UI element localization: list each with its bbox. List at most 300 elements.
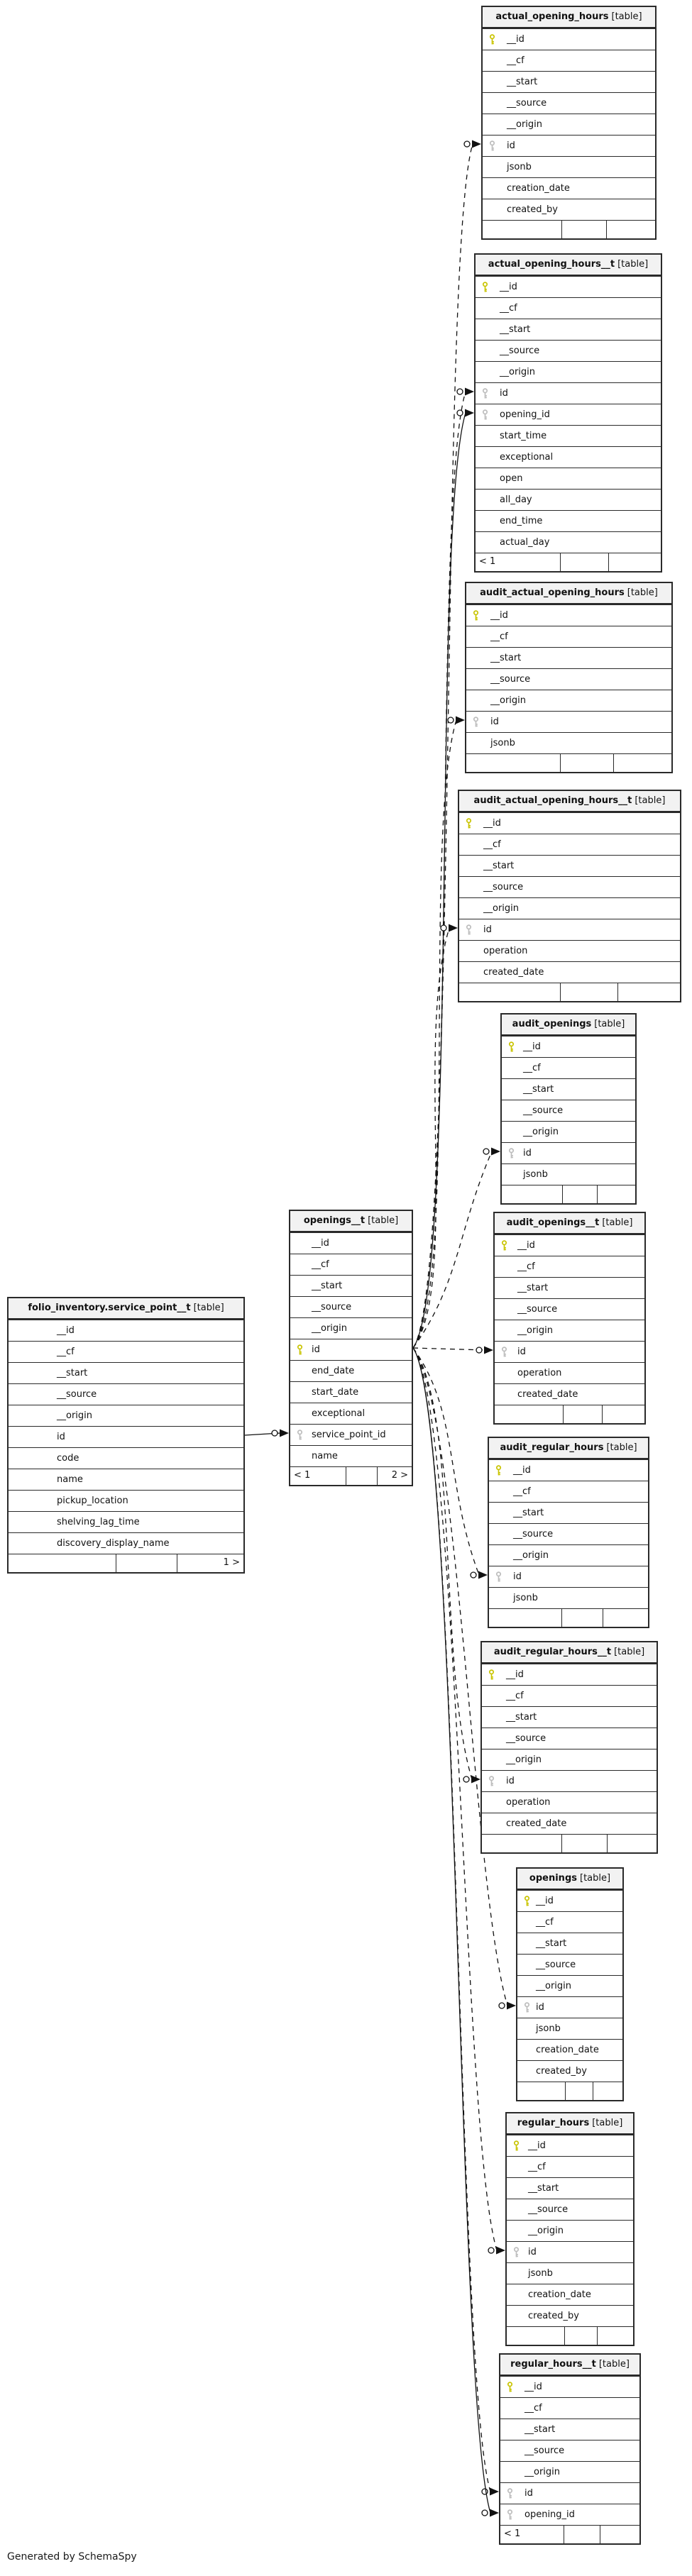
table-entity-folio_inventory.service_point__t: [7, 1297, 245, 1574]
column-row-id: [502, 1142, 635, 1163]
column-row-all_day: [476, 489, 661, 510]
column-name: start_time: [500, 431, 547, 441]
column-name: jsonb: [513, 1593, 538, 1603]
crow-foot-arrow: [465, 388, 474, 396]
footer-cell-left: [482, 1835, 562, 1852]
column-name: __id: [523, 1041, 541, 1052]
table-footer-paging: [500, 2525, 639, 2543]
column-name: __id: [490, 610, 508, 621]
crow-foot-arrow: [456, 717, 465, 724]
column-row-__id: [507, 2135, 633, 2156]
table-type-tag: [table]: [594, 1019, 625, 1029]
footer-cell-mid: [561, 553, 609, 571]
table-type-tag: [table]: [614, 1647, 645, 1657]
column-name: created_by: [528, 2311, 579, 2321]
table-title: audit_actual_opening_hours__t: [473, 795, 632, 806]
footer-cell-mid: [563, 1185, 598, 1203]
table-type-tag: [table]: [606, 1442, 637, 1453]
column-row-__origin: [502, 1121, 635, 1142]
column-name: end_time: [500, 516, 543, 526]
crow-foot-arrow: [472, 140, 481, 148]
relationship-edge-openings__t-to-audit_openings__t-id: [413, 1347, 493, 1354]
column-row-creation_date: [517, 2039, 622, 2060]
column-name: __source: [525, 2445, 565, 2456]
column-name: __cf: [483, 839, 501, 850]
footer-cell-right: [608, 1835, 657, 1852]
column-row-name: [9, 1469, 243, 1490]
column-row-__start: [483, 71, 655, 92]
footer-cell-left: [517, 2082, 566, 2100]
column-name: __start: [506, 1712, 537, 1723]
crow-foot-arrow: [491, 1148, 500, 1156]
table-type-tag: [table]: [580, 1873, 611, 1884]
column-row-id: [495, 1341, 644, 1362]
column-name: __origin: [500, 367, 536, 377]
footer-cell-left: < 1: [476, 553, 561, 571]
column-row-__start: [482, 1706, 657, 1728]
table-type-tag: [table]: [627, 587, 658, 598]
column-row-__cf: [476, 297, 661, 319]
column-name: __cf: [525, 2403, 542, 2414]
table-entity-openings__t: [289, 1210, 413, 1486]
relationship-edge-openings__t-to-regular_hours__t-opening_id: [413, 1348, 499, 2517]
table-title: audit_actual_opening_hours: [480, 587, 625, 598]
footer-cell-left: < 1: [290, 1467, 346, 1485]
column-row-__start: [9, 1362, 243, 1383]
column-row-discovery_display_name: [9, 1532, 243, 1554]
crow-foot-arrow: [507, 2002, 516, 2010]
table-entity-audit_actual_opening_hours__t: [458, 790, 681, 1002]
foreign-key-icon: [472, 717, 480, 728]
column-row-__id: [290, 1232, 412, 1254]
column-name: id: [528, 2247, 537, 2257]
column-row-__start: [507, 2177, 633, 2199]
column-name: __source: [483, 882, 524, 892]
table-type-tag: [table]: [598, 2359, 630, 2370]
column-row-__start: [489, 1502, 648, 1523]
column-name: id: [500, 388, 508, 399]
column-name: __source: [490, 674, 531, 685]
column-name: id: [506, 1776, 515, 1786]
column-name: __id: [513, 1465, 531, 1476]
column-name: __origin: [523, 1127, 559, 1137]
column-name: __source: [517, 1304, 558, 1315]
column-name: __origin: [483, 903, 520, 914]
column-name: __cf: [523, 1063, 541, 1073]
footer-cell-left: [459, 983, 561, 1001]
column-name: __source: [57, 1389, 97, 1400]
column-name: __id: [483, 818, 501, 829]
column-name: creation_date: [507, 183, 570, 194]
column-name: __source: [513, 1529, 554, 1539]
generator-credit: Generated by SchemaSpy: [7, 2551, 137, 2563]
column-name: id: [490, 717, 499, 727]
column-row-__cf: [489, 1481, 648, 1502]
table-title: regular_hours: [517, 2118, 590, 2128]
zero-cardinality-circle: [272, 1430, 278, 1436]
foreign-key-icon: [506, 2509, 514, 2521]
zero-cardinality-circle: [482, 2510, 488, 2516]
table-type-tag: [table]: [617, 259, 649, 270]
table-type-tag: [table]: [368, 1215, 399, 1226]
column-name: operation: [517, 1368, 562, 1378]
zero-cardinality-circle: [464, 141, 470, 147]
zero-cardinality-circle: [457, 410, 463, 416]
column-row-jsonb: [466, 732, 671, 753]
column-name: id: [517, 1347, 526, 1357]
table-entity-regular_hours: [505, 2112, 635, 2346]
column-name: id: [523, 1148, 532, 1159]
table-title: actual_opening_hours__t: [488, 259, 615, 270]
crow-foot-arrow: [490, 2488, 499, 2496]
table-entity-regular_hours__t: [499, 2353, 641, 2545]
column-name: __id: [500, 282, 517, 292]
column-name: service_point_id: [312, 1430, 386, 1440]
footer-cell-mid: [562, 1835, 608, 1852]
crow-foot-arrow: [478, 1571, 488, 1579]
column-row-__origin: [9, 1405, 243, 1426]
table-footer-paging: [482, 1834, 657, 1852]
footer-cell-right: [598, 1185, 635, 1203]
table-entity-audit_openings: [500, 1013, 637, 1205]
column-name: __origin: [57, 1410, 93, 1421]
crow-foot-arrow: [484, 1347, 493, 1354]
column-row-__source: [489, 1523, 648, 1544]
relationship-edge-openings__t-to-audit_regular_hours-id: [413, 1348, 488, 1579]
primary-key-icon: [488, 34, 496, 45]
column-name: jsonb: [490, 738, 515, 748]
zero-cardinality-circle: [457, 389, 463, 394]
column-name: name: [312, 1451, 338, 1461]
column-row-__source: [466, 668, 671, 690]
column-name: discovery_display_name: [57, 1538, 170, 1549]
column-name: __source: [528, 2204, 569, 2215]
column-row-__id: [517, 1890, 622, 1911]
column-name: __cf: [517, 1261, 535, 1272]
relationship-edge-openings__t-to-regular_hours__t-id: [413, 1348, 499, 2496]
column-row-creation_date: [483, 177, 655, 199]
column-name: id: [507, 140, 515, 151]
footer-cell-right: [598, 2327, 633, 2345]
column-name: __cf: [506, 1691, 524, 1701]
column-row-operation: [482, 1791, 657, 1813]
column-name: id: [312, 1344, 320, 1355]
footer-cell-mid: [561, 983, 618, 1001]
column-row-__source: [507, 2199, 633, 2220]
table-title: audit_regular_hours: [500, 1442, 604, 1453]
column-row-__origin: [290, 1317, 412, 1339]
column-name: id: [536, 2002, 544, 2013]
column-row-actual_day: [476, 531, 661, 553]
column-name: created_date: [517, 1389, 578, 1400]
column-row-service_point_id: [290, 1424, 412, 1445]
column-row-__origin: [482, 1749, 657, 1770]
column-row-__origin: [459, 897, 680, 919]
column-name: __id: [57, 1325, 75, 1336]
column-name: jsonb: [528, 2268, 553, 2279]
column-row-shelving_lag_time: [9, 1511, 243, 1532]
primary-key-icon: [512, 2140, 520, 2152]
column-name: __start: [523, 1084, 554, 1095]
footer-cell-left: [507, 2327, 565, 2345]
footer-cell-mid: [116, 1554, 177, 1572]
column-row-start_date: [290, 1381, 412, 1403]
column-name: __id: [312, 1238, 329, 1249]
column-row-id: [489, 1566, 648, 1587]
table-header: [507, 2113, 633, 2135]
table-title: audit_openings__t: [506, 1217, 600, 1228]
column-name: actual_day: [500, 537, 550, 548]
table-header: [517, 1869, 622, 1890]
crow-foot-arrow: [280, 1430, 289, 1437]
footer-cell-left: [495, 1405, 564, 1423]
column-name: __cf: [528, 2162, 546, 2172]
column-row-created_date: [495, 1383, 644, 1405]
zero-cardinality-circle: [483, 1149, 489, 1154]
relationship-edge-openings__t-to-audit_openings-id: [413, 1148, 500, 1349]
footer-cell-mid: [346, 1467, 378, 1485]
table-footer-paging: [507, 2326, 633, 2345]
table-type-tag: [table]: [193, 1303, 224, 1313]
column-row-__cf: [9, 1341, 243, 1362]
column-row-__source: [502, 1100, 635, 1121]
column-name: __origin: [517, 1325, 554, 1336]
column-row-operation: [459, 940, 680, 961]
column-row-__start: [466, 647, 671, 668]
column-row-__cf: [483, 50, 655, 71]
column-row-__cf: [502, 1057, 635, 1078]
table-footer-paging: [466, 753, 671, 772]
table-header: [9, 1298, 243, 1320]
table-title: regular_hours__t: [510, 2359, 596, 2370]
column-row-opening_id: [500, 2504, 639, 2525]
column-name: __id: [528, 2140, 546, 2151]
foreign-key-icon: [488, 1776, 495, 1787]
column-name: id: [57, 1432, 65, 1442]
table-title: audit_openings: [512, 1019, 592, 1029]
column-row-jsonb: [483, 156, 655, 177]
foreign-key-icon: [481, 409, 489, 421]
column-row-__source: [483, 92, 655, 114]
footer-cell-mid: [564, 2526, 600, 2543]
column-row-__id: [9, 1320, 243, 1341]
column-name: __source: [500, 346, 540, 356]
footer-cell-right: [609, 553, 661, 571]
column-row-__source: [290, 1296, 412, 1317]
column-row-created_by: [517, 2060, 622, 2082]
column-row-__origin: [517, 1975, 622, 1996]
column-row-__start: [502, 1078, 635, 1100]
column-row-__cf: [495, 1256, 644, 1277]
column-row-__source: [476, 340, 661, 361]
table-type-tag: [table]: [635, 795, 666, 806]
primary-key-icon: [495, 1465, 502, 1476]
column-row-start_time: [476, 425, 661, 446]
column-row-exceptional: [290, 1403, 412, 1424]
column-name: creation_date: [528, 2289, 591, 2300]
column-name: __id: [506, 1669, 524, 1680]
footer-cell-right: [618, 983, 680, 1001]
column-name: __start: [483, 861, 515, 871]
table-header: [500, 2355, 639, 2376]
column-row-__source: [9, 1383, 243, 1405]
column-row-__id: [476, 276, 661, 297]
table-footer-paging: [483, 220, 655, 238]
column-row-__source: [482, 1728, 657, 1749]
footer-cell-left: [489, 1609, 562, 1627]
column-name: exceptional: [312, 1408, 366, 1419]
crow-foot-arrow: [496, 2247, 505, 2255]
column-name: __source: [506, 1733, 547, 1744]
footer-cell-mid: [561, 754, 614, 772]
column-name: __start: [517, 1283, 549, 1293]
column-name: name: [57, 1474, 83, 1485]
column-row-__cf: [507, 2156, 633, 2177]
crow-foot-arrow: [465, 409, 474, 417]
foreign-key-icon: [500, 1347, 508, 1358]
column-name: code: [57, 1453, 79, 1464]
column-row-__source: [500, 2440, 639, 2461]
column-row-__cf: [290, 1254, 412, 1275]
footer-cell-mid: [564, 1405, 603, 1423]
table-header: [482, 1642, 657, 1664]
column-row-id: [500, 2482, 639, 2504]
column-name: exceptional: [500, 452, 554, 463]
column-row-__id: [483, 28, 655, 50]
column-row-__id: [466, 604, 671, 626]
table-header: [459, 791, 680, 812]
relationship-edge-openings__t-to-audit_regular_hours__t-id: [413, 1348, 480, 1784]
footer-cell-right: [600, 2526, 639, 2543]
column-row-__id: [495, 1234, 644, 1256]
footer-cell-mid: [562, 221, 607, 238]
column-name: __origin: [528, 2226, 564, 2236]
column-name: __start: [490, 653, 522, 663]
table-type-tag: [table]: [602, 1217, 633, 1228]
table-title: folio_inventory.service_point__t: [28, 1303, 191, 1313]
column-row-__cf: [482, 1685, 657, 1706]
zero-cardinality-circle: [471, 1572, 476, 1578]
column-row-end_time: [476, 510, 661, 531]
table-entity-openings: [516, 1867, 624, 2101]
column-row-created_by: [483, 199, 655, 220]
column-name: opening_id: [500, 409, 550, 420]
column-name: jsonb: [536, 2023, 561, 2034]
column-name: __origin: [513, 1550, 549, 1561]
column-row-__origin: [500, 2461, 639, 2482]
column-name: pickup_location: [57, 1496, 128, 1506]
column-row-operation: [495, 1362, 644, 1383]
column-name: __origin: [490, 695, 527, 706]
footer-cell-right: [593, 2082, 622, 2100]
column-name: __start: [525, 2424, 556, 2435]
table-header: [476, 255, 661, 276]
column-name: __cf: [513, 1486, 531, 1497]
column-row-__id: [500, 2376, 639, 2397]
column-row-end_date: [290, 1360, 412, 1381]
column-name: jsonb: [523, 1169, 548, 1180]
primary-key-icon: [465, 818, 473, 829]
column-row-__start: [495, 1277, 644, 1298]
column-name: __start: [536, 1938, 567, 1949]
column-row-__cf: [517, 1911, 622, 1933]
zero-cardinality-circle: [441, 925, 446, 931]
table-footer-paging: [476, 553, 661, 571]
column-name: shelving_lag_time: [57, 1517, 140, 1527]
column-row-id: [476, 382, 661, 404]
column-row-id: [459, 919, 680, 940]
column-row-pickup_location: [9, 1490, 243, 1511]
column-name: creation_date: [536, 2045, 599, 2055]
table-type-tag: [table]: [592, 2118, 623, 2128]
table-header: [466, 583, 671, 604]
column-row-id: [290, 1339, 412, 1360]
column-name: __cf: [57, 1347, 75, 1357]
column-row-__origin: [507, 2220, 633, 2241]
column-row-jsonb: [502, 1163, 635, 1185]
column-row-__id: [489, 1459, 648, 1481]
crow-foot-arrow: [490, 2509, 499, 2517]
table-footer-paging: [9, 1554, 243, 1572]
zero-cardinality-circle: [488, 2248, 494, 2253]
relationship-edge-openings__t-to-audit_actual_opening_hours__t-id: [413, 924, 458, 1349]
table-footer-paging: [489, 1608, 648, 1627]
primary-key-icon: [500, 1240, 508, 1251]
column-row-__source: [517, 1954, 622, 1975]
column-row-__cf: [466, 626, 671, 647]
table-header: [483, 7, 655, 28]
column-name: __start: [312, 1281, 343, 1291]
column-name: __source: [536, 1959, 576, 1970]
table-footer-paging: [495, 1405, 644, 1423]
column-name: __start: [528, 2183, 559, 2194]
primary-key-icon: [506, 2382, 514, 2393]
foreign-key-icon: [512, 2247, 520, 2258]
column-name: jsonb: [507, 162, 532, 172]
column-row-id: [507, 2241, 633, 2262]
column-row-created_by: [507, 2305, 633, 2326]
column-name: created_by: [536, 2066, 587, 2077]
primary-key-icon: [488, 1669, 495, 1681]
footer-cell-left: < 1: [500, 2526, 564, 2543]
column-name: created_date: [483, 967, 544, 978]
foreign-key-icon: [506, 2488, 514, 2499]
column-name: __start: [507, 77, 538, 87]
column-row-__start: [500, 2419, 639, 2440]
column-row-name: [290, 1445, 412, 1466]
column-row-code: [9, 1447, 243, 1469]
table-entity-actual_opening_hours__t: [474, 253, 662, 573]
column-name: end_date: [312, 1366, 355, 1376]
table-footer-paging: [459, 983, 680, 1001]
table-title: actual_opening_hours: [495, 11, 609, 22]
column-name: __origin: [312, 1323, 348, 1334]
column-name: __id: [517, 1240, 535, 1251]
column-row-__source: [459, 876, 680, 897]
table-footer-paging: [517, 2082, 622, 2100]
zero-cardinality-circle: [499, 2003, 505, 2008]
foreign-key-icon: [507, 1148, 515, 1159]
column-row-created_date: [459, 961, 680, 983]
table-entity-audit_regular_hours: [488, 1437, 649, 1628]
zero-cardinality-circle: [476, 1347, 482, 1353]
column-row-__id: [459, 812, 680, 834]
column-row-jsonb: [507, 2262, 633, 2284]
column-name: __cf: [490, 631, 508, 642]
column-row-open: [476, 468, 661, 489]
column-name: __cf: [500, 303, 517, 314]
column-row-__origin: [483, 114, 655, 135]
